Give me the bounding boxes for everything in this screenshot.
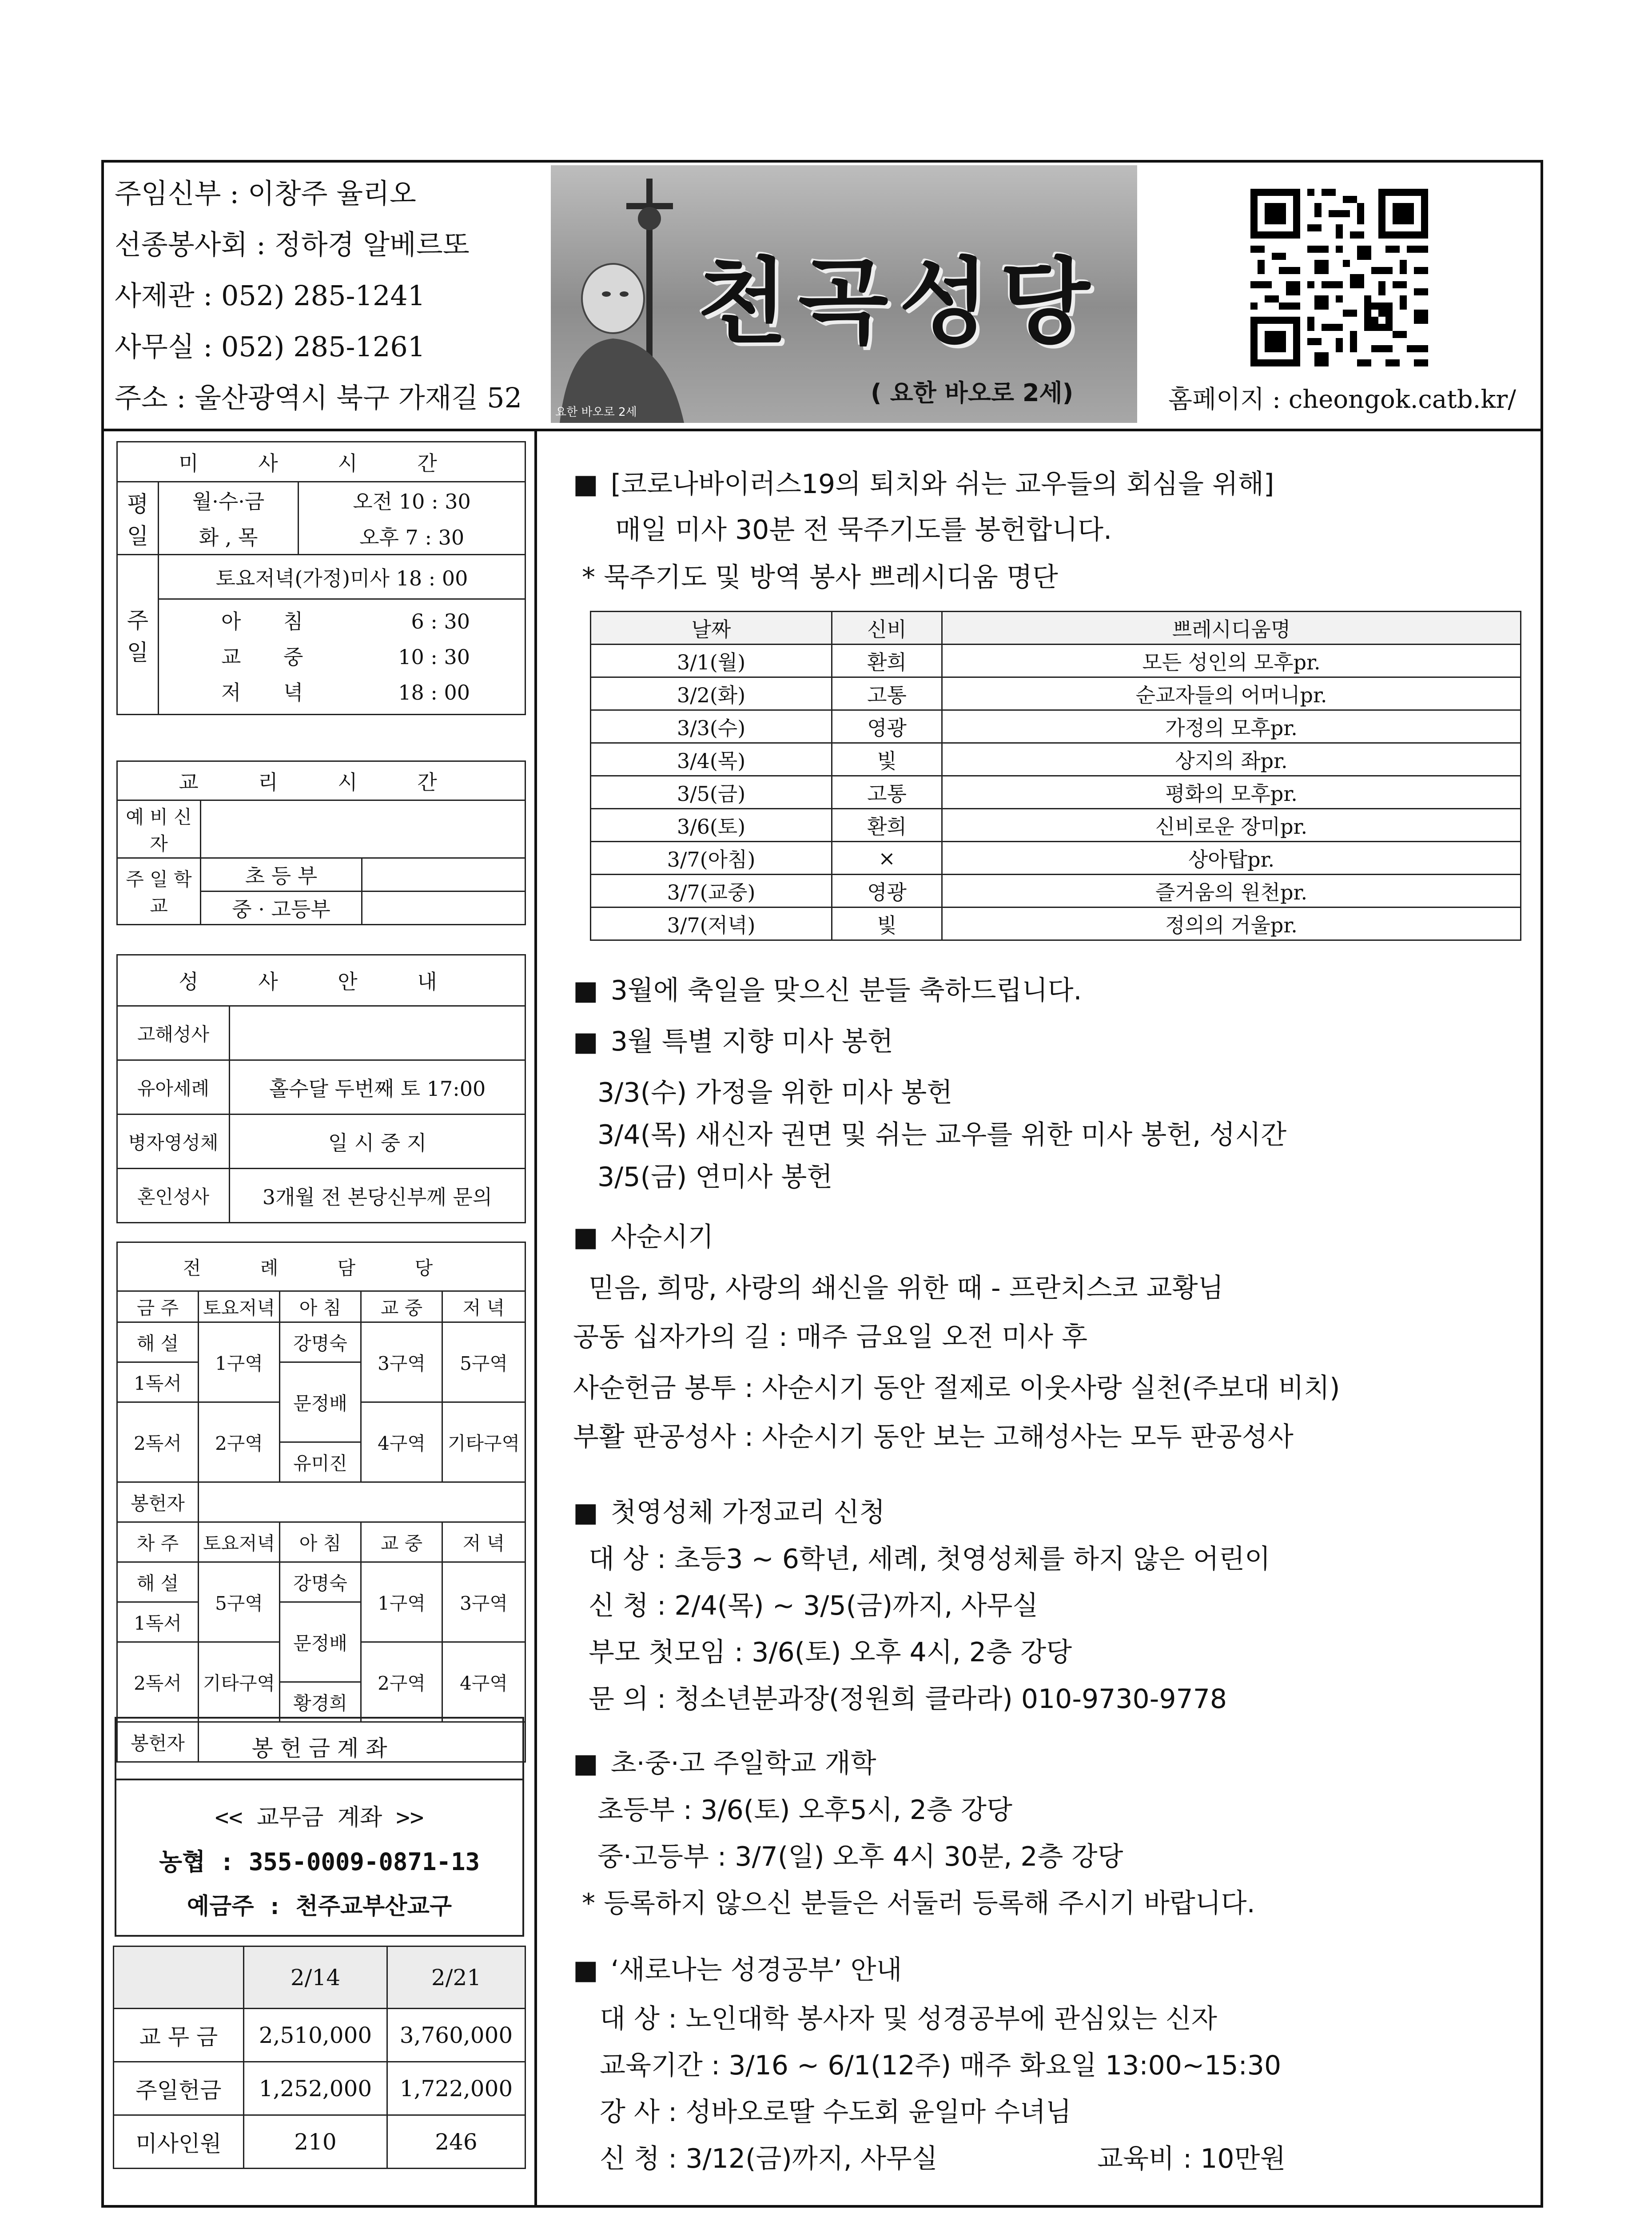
address-line: 주소 : 울산광역시 북구 가재길 52 [115,382,522,414]
banner-caption: 요한 바오로 2세 [555,406,637,419]
liturgy-cell: 문정배 [280,1602,361,1682]
liturgy-header: 교 중 [361,1522,442,1562]
bible-study-line: 교육기간 : 3/16 ~ 6/1(12주) 매주 화요일 13:00~15:30 [600,2050,1282,2081]
rosary-row: 3/5(금) 고통 평화의 모후pr. [591,776,1521,809]
notice-special-mass-title: ■ 3월 특별 지향 미사 봉헌 [573,1026,893,1057]
liturgy-cell: 기타구역 [199,1642,280,1722]
liturgy-role: 1독서 [117,1602,199,1642]
rosary-row: 3/2(화) 고통 순교자들의 어머니pr. [591,677,1521,710]
notice-sunday-school-title: ■ 초·중·고 주일학교 개학 [573,1748,876,1779]
catechumen-value [201,800,525,858]
sunday-school-line: * 등록하지 않으신 분들은 서둘러 등록해 주시기 바랍니다. [582,1888,1255,1919]
sunday-school-label: 주 일 학 교 [117,858,201,925]
finance-value: 1,252,000 [244,2062,387,2115]
liturgy-header: 차 주 [117,1522,199,1562]
mass-times-table [116,441,526,715]
parish-banner [551,165,1137,423]
rosary-table [590,611,1521,941]
catechumen-label: 예 비 신 자 [117,800,201,858]
liturgy-header: 저 녁 [442,1291,525,1322]
liturgy-header: 저 녁 [442,1522,525,1562]
liturgy-role: 1독서 [117,1362,199,1402]
rosary-row: 3/7(아침) × 상아탑pr. [591,842,1521,875]
middle-high-value [362,892,525,925]
finance-label: 교 무 금 [114,2009,244,2062]
liturgy-header: 금 주 [117,1291,199,1322]
confession-label: 고해성사 [117,1006,230,1060]
bible-study-line: 대 상 : 노인대학 봉사자 및 성경공부에 관심있는 신자 [600,2003,1217,2034]
liturgy-cell: 2구역 [199,1402,280,1482]
liturgy-cell: 강명숙 [280,1322,361,1362]
parish-subtitle: ( 요한 바오로 2세) [871,379,1074,407]
liturgy-header: 아 침 [280,1522,361,1562]
liturgy-cell: 기타구역 [442,1402,525,1482]
parish-title: 천곡성당 [697,248,1101,357]
liturgy-cell: 4구역 [442,1642,525,1722]
liturgy-cell: 4구역 [361,1402,442,1482]
rosary-row: 3/6(토) 환희 신비로운 장미pr. [591,809,1521,842]
special-mass-line: 3/4(목) 새신자 권면 및 쉬는 교우를 위한 미사 봉헌, 성시간 [597,1119,1287,1150]
infant-baptism-value: 홀수달 두번째 토 17:00 [230,1060,525,1114]
liturgy-cell: 황경희 [280,1682,361,1722]
first-communion-line: 신 청 : 2/4(목) ~ 3/5(금)까지, 사무실 [589,1590,1039,1621]
liturgy-cell: 5구역 [199,1562,280,1642]
lent-line: 공동 십자가의 길 : 매주 금요일 오전 미사 후 [573,1321,1088,1353]
weekday-time: 오후 7 : 30 [299,518,525,555]
rosary-header: 신비 [832,612,942,645]
rosary-list-heading: * 묵주기도 및 방역 봉사 쁘레시디움 명단 [582,562,1058,593]
notice-feast-day: ■ 3월에 축일을 맞으신 분들 축하드립니다. [573,975,1082,1006]
sunday-row: 아 침 6 : 30 [221,609,470,633]
liturgy-cell: 강명숙 [280,1562,361,1602]
notice-bible-study-title: ■ ‘새로나는 성경공부’ 안내 [573,1954,902,1986]
first-communion-line: 문 의 : 청소년분과장(정원희 클라라) 010-9730-9778 [589,1684,1227,1715]
liturgy-table [116,1242,526,1763]
lent-line: 사순헌금 봉투 : 사순시기 동안 절제로 이웃사랑 실천(주보대 비치) [573,1373,1340,1404]
sunday-school-line: 초등부 : 3/6(토) 오후5시, 2층 강당 [597,1795,1012,1826]
sacraments-title: 성 사 안 내 [117,955,525,1006]
middle-high-label: 중 · 고등부 [201,892,362,925]
weekday-label: 평 일 [117,482,159,555]
liturgy-cell: 2구역 [361,1642,442,1722]
notice-covid-line: 매일 미사 30분 전 묵주기도를 봉헌합니다. [615,514,1112,545]
marriage-value: 3개월 전 본당신부께 문의 [230,1169,525,1223]
marriage-label: 혼인성사 [117,1169,230,1223]
committee-line: 선종봉사회 : 정하경 알베르또 [115,228,470,261]
rosary-row: 3/7(교중) 영광 즐거움의 원천pr. [591,875,1521,908]
account-heading: << 교무금 계좌 >> [215,1804,424,1831]
confession-value [230,1006,525,1060]
liturgy-cell: 1구역 [361,1562,442,1642]
liturgy-cell: 5구역 [442,1322,525,1402]
finance-value: 1,722,000 [387,2062,525,2115]
rosary-row: 3/3(수) 영광 가정의 모후pr. [591,710,1521,743]
qr-code-icon[interactable] [1250,189,1428,366]
liturgy-header: 교 중 [361,1291,442,1322]
offerer-label: 봉헌자 [117,1722,199,1762]
liturgy-cell: 문정배 [280,1362,361,1442]
notice-covid-title: ■ [코로나바이러스19의 퇴치와 쉬는 교우들의 회심을 위해] [573,469,1274,500]
sunday-school-line: 중·고등부 : 3/7(일) 오후 4시 30분, 2층 강당 [597,1841,1123,1872]
finance-date: 2/21 [387,1946,525,2009]
liturgy-header: 토요저녁 [199,1291,280,1322]
finance-label: 미사인원 [114,2115,244,2169]
finance-value: 3,760,000 [387,2009,525,2062]
liturgy-cell: 3구역 [361,1322,442,1402]
rosary-row: 3/1(월) 환희 모든 성인의 모후pr. [591,645,1521,677]
elementary-value [362,858,525,892]
liturgy-header: 토요저녁 [199,1522,280,1562]
liturgy-cell: 3구역 [442,1562,525,1642]
catechism-title: 교 리 시 간 [117,761,525,800]
sick-communion-label: 병자영성체 [117,1114,230,1169]
finance-value: 2,510,000 [244,2009,387,2062]
first-communion-line: 부모 첫모임 : 3/6(토) 오후 4시, 2층 강당 [589,1637,1072,1668]
liturgy-title: 전 례 담 당 [117,1242,525,1291]
sunday-row: 저 녁 18 : 00 [221,680,470,705]
liturgy-cell: 유미진 [280,1442,361,1482]
finance-table [113,1946,526,2169]
elementary-label: 초 등 부 [201,858,362,892]
lent-line: 믿음, 희망, 사랑의 쇄신을 위한 때 - 프란치스코 교황님 [589,1273,1224,1304]
bible-study-fee: 교육비 : 10만원 [1097,2143,1286,2174]
finance-value: 210 [244,2115,387,2169]
sick-communion-value: 일 시 중 지 [230,1114,525,1169]
special-mass-line: 3/5(금) 연미사 봉헌 [597,1162,833,1193]
account-number[interactable]: 농협 : 355-0009-0871-13 [159,1848,480,1876]
liturgy-role: 해 설 [117,1562,199,1602]
header-divider [101,429,1543,431]
sunday-label: 주 일 [117,555,159,715]
lent-line: 부활 판공성사 : 사순시기 동안 보는 고해성사는 모두 판공성사 [573,1421,1294,1453]
infant-baptism-label: 유아세례 [117,1060,230,1114]
rosary-header: 쁘레시디움명 [942,612,1521,645]
special-mass-line: 3/3(수) 가정을 위한 미사 봉헌 [597,1077,953,1108]
rectory-phone: 사제관 : 052) 285-1241 [115,279,426,312]
finance-date: 2/14 [244,1946,387,2009]
sunday-row: 교 중 10 : 30 [221,645,470,669]
weekday-days: 화 , 목 [159,518,299,555]
liturgy-header: 아 침 [280,1291,361,1322]
finance-label: 주일헌금 [114,2062,244,2115]
bible-study-line: 신 청 : 3/12(금)까지, 사무실 [600,2143,938,2174]
donation-account-box [115,1717,524,1937]
bible-study-line: 강 사 : 성바오로딸 수도회 윤일마 수녀님 [600,2097,1072,2128]
liturgy-role: 해 설 [117,1322,199,1362]
weekday-time: 오전 10 : 30 [299,482,525,518]
saturday-mass: 토요저녁(가정)미사 18 : 00 [159,555,525,599]
finance-value: 246 [387,2115,525,2169]
rosary-row: 3/4(목) 빛 상지의 좌pr. [591,743,1521,776]
column-divider [534,429,537,2208]
first-communion-line: 대 상 : 초등3 ~ 6학년, 세례, 첫영성체를 하지 않은 어린이 [589,1544,1270,1575]
sacraments-table [116,954,526,1223]
notice-first-communion-title: ■ 첫영성체 가정교리 신청 [573,1497,885,1528]
account-title: 봉 헌 금 계 좌 [116,1719,522,1780]
liturgy-role: 2독서 [117,1402,199,1482]
rosary-header: 날짜 [591,612,832,645]
weekday-days: 월·수·금 [159,482,299,518]
pastor-line: 주임신부 : 이창주 율리오 [115,177,416,210]
office-phone: 사무실 : 052) 285-1261 [115,330,426,363]
liturgy-cell: 1구역 [199,1322,280,1402]
mass-times-title: 미 사 시 간 [117,442,525,482]
account-holder: 예금주 : 천주교부산교구 [187,1893,452,1920]
rosary-row: 3/7(저녁) 빛 정의의 거울pr. [591,908,1521,940]
homepage-url[interactable]: 홈페이지 : cheongok.catb.kr/ [1168,385,1516,414]
catechism-table [116,760,526,925]
liturgy-role: 2독서 [117,1642,199,1722]
offerer-label: 봉헌자 [117,1482,199,1522]
notice-lent-title: ■ 사순시기 [573,1222,714,1253]
